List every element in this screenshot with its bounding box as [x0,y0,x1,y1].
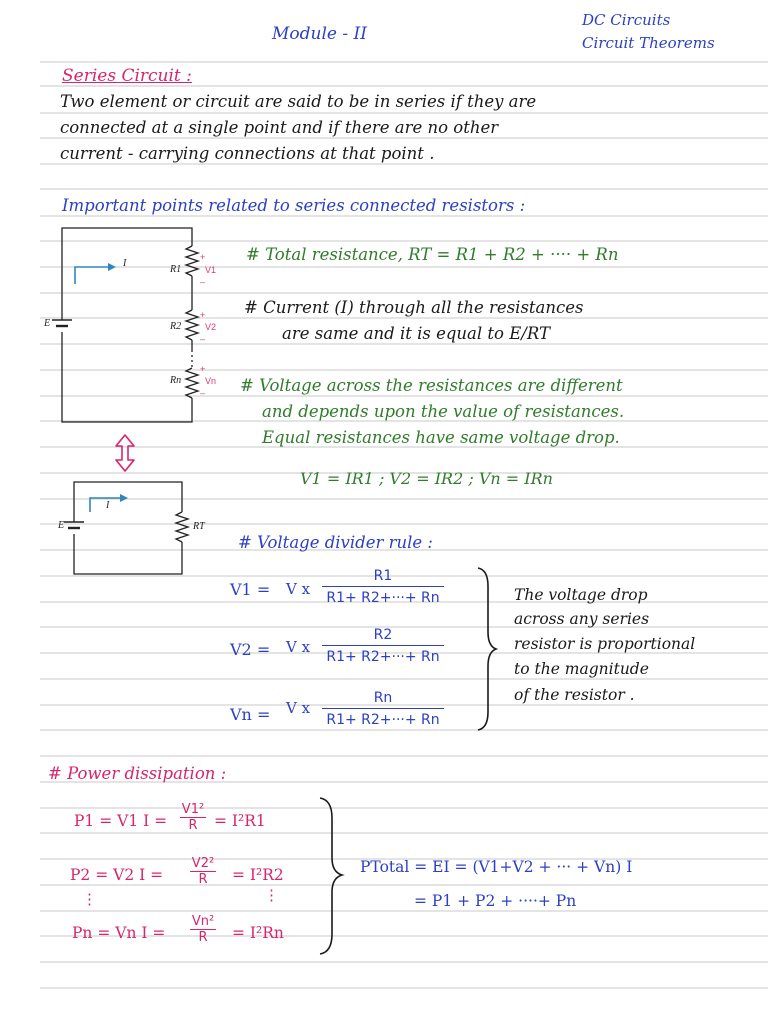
power-dissipation-heading: # Power dissipation : [48,764,227,783]
circuit1-label-I: I [123,258,127,269]
definition-line-3: current - carrying connections at that point . [60,144,435,163]
current-point-line-1: # Current (I) through all the resistances [244,298,584,317]
power-p2-fraction [190,856,216,887]
voltage-divider-heading: # Voltage divider rule : [238,533,433,552]
divider-mult-v1: V x [286,580,311,598]
divider-numerator-vn: Rn [373,690,393,706]
divider-note-line-4: to the magnitude [514,660,649,678]
circuit1-minus-n: – [200,388,206,398]
divider-denominator-vn: R1+ R2+···+ Rn [326,712,440,728]
divider-numerator-v2: R2 [373,627,393,643]
divider-fraction-vn [322,690,444,728]
circuit2-label-RT: RT [193,521,205,532]
circuit1-label-R2: R2 [170,321,182,332]
divider-fraction-v2 [322,627,444,665]
circuit1-label-E: E [44,318,51,329]
divider-note-line-1: The voltage drop [514,586,648,604]
divider-note-line-5: of the resistor . [514,686,635,704]
voltage-point-line-2: and depends upon the value of resistances. [262,402,625,421]
divider-mult-vn: V x [286,699,311,717]
power-p1-fraction [180,802,206,833]
topic-dc-circuits: DC Circuits [582,11,671,29]
important-points-heading: Important points related to series connected resistors : [62,196,526,215]
circuit1-minus-2: – [200,334,206,344]
voltage-point-line-3: Equal resistances have same voltage drop. [262,428,620,447]
power-pn-left: Pn = Vn I = [72,924,166,942]
divider-note-line-3: resistor is proportional [514,635,696,653]
circuit2-label-E: E [58,520,65,531]
power-p1-right: = I²R1 [214,812,266,830]
circuit1-label-Rn: Rn [170,375,182,386]
divider-lhs-v2: V2 = [230,640,271,659]
circuit1-label-V2: V2 [205,322,217,332]
definition-line-1: Two element or circuit are said to be in series if they are [60,92,537,111]
power-brace [316,796,346,956]
divider-lhs-vn: Vn = [230,705,271,724]
divider-mult-v2: V x [286,638,311,656]
circuit1-plus-2: + [200,310,206,320]
power-p1-denominator: R [188,818,198,833]
divider-lhs-v1: V1 = [230,580,271,599]
power-p2-numerator: V2² [191,856,215,871]
power-pn-right: = I²Rn [232,924,284,942]
divider-fraction-v1 [322,568,444,606]
circuit1-plus-1: + [200,252,206,262]
circuit1-minus-1: – [200,277,206,287]
voltage-point-line-1: # Voltage across the resistances are different [240,376,623,395]
definition-line-2: connected at a single point and if there are no other [60,118,499,137]
divider-note-line-2: across any series [514,610,650,628]
circuit1-label-Vn: Vn [205,376,217,386]
topic-circuit-theorems: Circuit Theorems [582,34,715,52]
ohm-law-relations: V1 = IR1 ; V2 = IR2 ; Vn = IRn [300,469,553,488]
divider-denominator-v1: R1+ R2+···+ Rn [326,590,440,606]
total-resistance-formula: # Total resistance, RT = R1 + R2 + ···· + Rn [246,245,619,264]
divider-brace [474,566,500,732]
power-dots-right: ⋮ [264,886,279,904]
power-pn-denominator: R [198,930,208,945]
power-pn-numerator: Vn² [191,914,215,929]
series-circuit-heading: Series Circuit : [62,66,192,86]
divider-numerator-v1: R1 [373,568,393,584]
circuit1-label-V1: V1 [205,265,217,275]
circuit1-plus-n: + [200,364,206,374]
module-title: Module - II [272,24,367,44]
power-p2-left: P2 = V2 I = [70,866,164,884]
power-p2-denominator: R [198,872,208,887]
power-total-line-1: PTotal = EI = (V1+V2 + ··· + Vn) I [360,858,633,876]
equivalence-arrow [114,433,136,473]
power-p1-numerator: V1² [181,802,205,817]
equivalent-circuit-diagram [52,478,202,578]
power-total-line-2: = P1 + P2 + ····+ Pn [414,892,577,910]
power-p1-left: P1 = V1 I = [74,812,168,830]
power-p2-right: = I²R2 [232,866,284,884]
power-pn-fraction [190,914,216,945]
circuit1-label-R1: R1 [170,264,182,275]
current-point-line-2: are same and it is equal to E/RT [282,324,550,343]
circuit2-label-I: I [106,500,110,511]
divider-denominator-v2: R1+ R2+···+ Rn [326,649,440,665]
power-dots-left: ⋮ [82,890,97,908]
